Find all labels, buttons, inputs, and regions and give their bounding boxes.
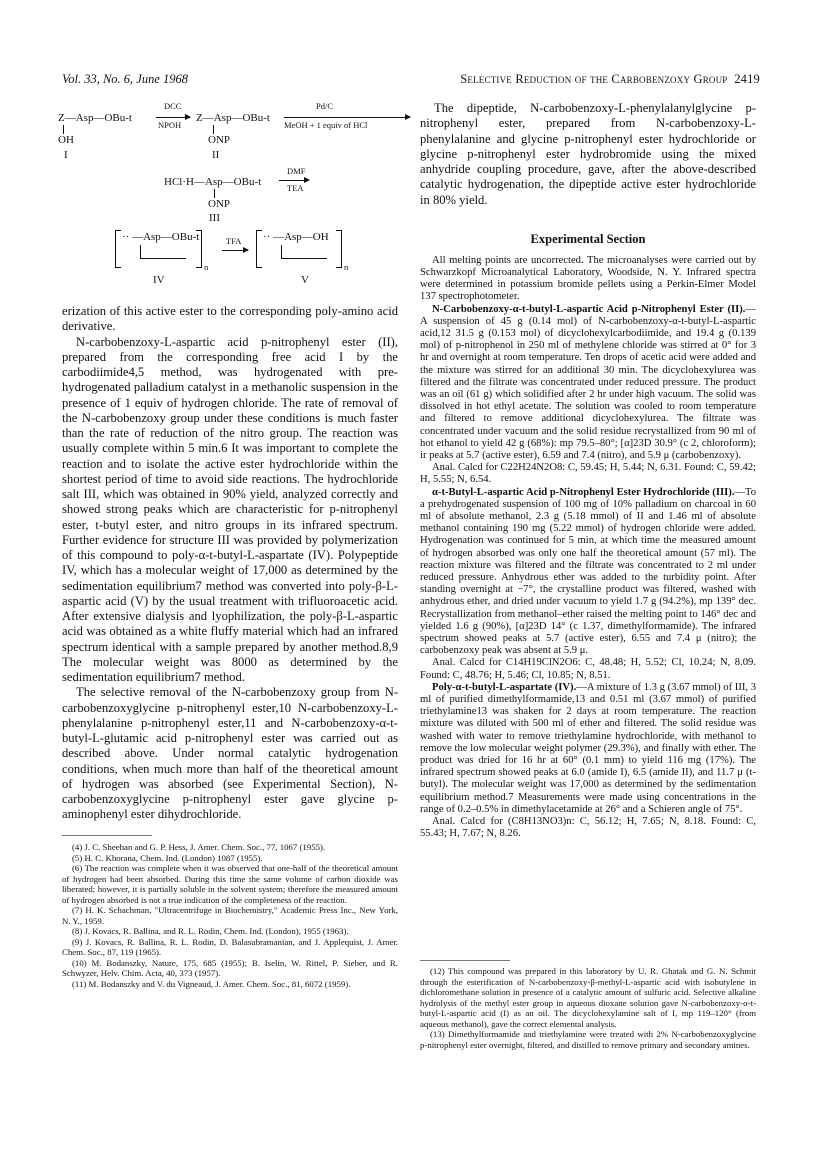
compound-ii-sub: ONP <box>208 134 231 146</box>
exp-intro: All melting points are uncorrected. The microanalyses were carried out by Schwarzkopf Microanalytical Laboratory, Woodside, N. Y. Infrared spectra were determined in potassium bromide pellets using a Perkin-Elmer Model 137 spectrophotometer. <box>420 254 756 303</box>
footnote-6: (6) The reaction was complete when it was observed that one-half of the theoretical amount of hydrogen had been absorbed. During this time the same volume of carbon dioxide was liberated; however, it is partially soluble in the solvent system; therefore the measured amount of hydrogen absorbed is not a true indication of the completeness of the reaction. <box>62 863 398 905</box>
running-title: Selective Reduction of the Carbobenzoxy Group <box>460 72 728 86</box>
subscript-n-iv: n <box>204 262 209 272</box>
compound-iii: HCl·H—Asp—OBu-t <box>164 176 262 188</box>
section-title: Experimental Section <box>530 231 646 246</box>
label-ii: II <box>212 149 220 161</box>
reagent-meoh: MeOH + 1 equiv of HCl <box>284 120 368 130</box>
compound-iii-sub: ONP <box>208 198 231 210</box>
exp-3-heading: Poly-α-t-butyl-L-aspartate (IV). <box>432 681 577 693</box>
left-footnotes <box>62 842 398 989</box>
right-footnotes <box>420 966 756 1050</box>
exp-2-anal: Anal. Calcd for C14H19ClN2O6: C, 48.48; H, 5.52; Cl, 10.24; N, 8.09. Found: C, 48.76; H, 5.46; Cl, 10.85; N, 8.51. <box>420 657 756 681</box>
experimental-section <box>420 255 756 841</box>
footnote-10: (10) M. Bodanszky, Nature, 175, 685 (1955); B. Iselin, W. Rittel, P. Sieber, and R. Schwyzer, Helv. Chim. Acta, 40, 373 (1957). <box>62 957 398 978</box>
footnote-11: (11) M. Bodanszky and V. du Vigneaud, J. Amer. Chem. Soc., 81, 6072 (1959). <box>72 978 351 989</box>
footnote-9: (9) J. Kovacs, R. Ballina, R. L. Rodin, D. Balasubramanian, and J. Applequist, J. Amer. Chem. Soc., 87, 119 (1965). <box>62 936 398 957</box>
compound-i: Z—Asp—OBu-t <box>58 112 132 124</box>
left-paragraph-1: erization of this active ester to the corresponding poly-amino acid derivative. <box>62 304 398 334</box>
footnote-rule-right <box>420 960 510 961</box>
exp-3 <box>420 682 756 816</box>
polymer-iv: ·· —Asp—OBu-t <box>122 231 200 243</box>
exp-1-anal: Anal. Calcd for C22H24N2O8: C, 59.45; H, 5.44; N, 6.31. Found: C, 59.42; H, 5.55; N, 6.54. <box>420 462 756 486</box>
right-column <box>420 101 756 841</box>
exp-1-body: —A suspension of 45 g (0.14 mol) of N-carbobenzoxy-α-t-butyl-L-aspartic acid,12 31.5 g (0.153 mol) of dicyclohexylcarbodiimide, and 19.4 g (0.139 mol) of p-nitrophenol in 250 ml of methylene chloride was stirred at 0° for 3 hr and overnight at room temperature. Ten drops of acetic acid were added and the mixture was stirred for an additional 30 min. The dicyclohexylurea was filtered and the filtrate was concentrated under reduced pressure. The product was an oil (61 g) which solidified after 2 hr under high vacuum. The solid was dissolved in hot ethyl acetate. The solution was cooled to room temperature and filtered to remove additional dicyclohexylurea. The filtrate was concentrated under vacuum and the solid residue recrystallized from 90 ml of hot ethanol to yield 42 g (68%): mp 79.5–80°; [α]23D 30.9° (c 2, chloroform); ir peaks at 5.7 (active ester), 6.59 and 7.4 (nitro), and 5.9 μ (carbobenzoxy). <box>420 303 756 461</box>
reagent-dcc: DCC <box>164 101 182 111</box>
label-iii: III <box>209 212 220 224</box>
compound-ii: Z—Asp—OBu-t <box>196 112 270 124</box>
running-header <box>62 72 760 90</box>
label-v: V <box>301 274 309 286</box>
footnote-7: (7) H. K. Schachman, "Ultracentrifuge in Biochemistry," Academic Press Inc., New York, N. Y., 1959. <box>62 905 398 926</box>
header-right <box>460 72 760 87</box>
compound-i-sub: OH <box>58 134 74 146</box>
exp-1 <box>420 304 756 463</box>
exp-3-body: —A mixture of 1.3 g (3.67 mmol) of III, 3 ml of purified dimethylformamide,13 and 0.51 ml (3.67 mmol) of purified triethylamine13 was shaken for 2 days at room temperature. The reaction mixture was diluted with 500 ml of ether and filtered. The solid residue was washed with water to remove triethylamine hydrochloride, with methanol to remove the low molecular weight polymer (29.3%), and finally with ether. The product was dried for 16 hr at 60° (0.1 mm) to yield 116 mg (17%). The infrared spectrum showed peaks at 6.0 (amide I), 6.5 (amide II), and 11.7 μ (t-butyl). The molecular weight was 17,000 as determined by the sedimentation equilibrium method.7 Measurements were made using concentrations in the range of 0.2–0.5% in dimethylacetamide at 26° and a Schieren angle of 75°. <box>420 681 756 815</box>
exp-3-anal: Anal. Calcd for (C8H13NO3)n: C, 56.12; H, 7.65; N, 8.18. Found: C, 55.43; H, 7.67; N, 8.26. <box>420 816 756 840</box>
footnote-rule-left <box>62 835 152 836</box>
page-number: 2419 <box>734 72 760 86</box>
reagent-pdc: Pd/C <box>316 101 334 111</box>
footnote-4: (4) J. C. Sheehan and G. P. Hess, J. Amer. Chem. Soc., 77, 1067 (1955). <box>72 842 326 852</box>
left-paragraph-2: N-carbobenzoxy-L-aspartic acid p-nitrophenyl ester (II), prepared from the corresponding free acid I by the carbodiimide4,5 method, was hydrogenated with pre-hydrogenated palladium catalyst in a methanolic suspension in the presence of 1 equiv of hydrogen chloride. The rate of removal of the N-carbobenzoxy group under these conditions is much faster than the rate of reduction of the nitro group. The reaction was usually complete within 5 min.6 It was important to complete the reaction and to isolate the active ester hydrochloride within the shortest period of time to avoid side reactions. The hydrochloride salt III, which was obtained in 90% yield, analyzed correctly and showed strong peaks which are characteristic for p-nitrophenyl ester, t-butyl ester, and nitro groups in its infrared spectrum. Further evidence for structure III was provided by polymerization of this compound to poly-α-t-butyl-L-aspartate (IV). Polypeptide IV, which has a molecular weight of 17,000 as determined by the sedimentation equilibrium7 method was converted into poly-β-L-aspartic acid (V) by the usual treatment with trifluoroacetic acid. After extensive dialysis and lyophilization, the poly-β-L-aspartic acid was obtained as a white fluffy material which had an infrared spectrum identical with a sample prepared by another method.8,9 The molecular weight was 8000 as determined by the sedimentation equilibrium7 method. <box>62 334 398 684</box>
left-paragraph-3: The selective removal of the N-carbobenzoxy group from N-carbobenzoxyglycine p-nitrophenyl ester,10 N-carbobenzoxy-L-phenylalanine p-nitrophenyl ester,11 and N-carbobenzoxy-α-t-butyl-L-glutamic acid p-nitrophenyl ester was carried out as described above. Under normal catalytic hydrogenation conditions, when much more than half of the theoretical amount of hydrogen was absorbed (see Experimental Section), N-carbobenzoxyglycine p-nitrophenyl ester gave glycine p-aminophenyl ester dihydrochloride. <box>62 685 398 822</box>
exp-2-body: —To a prehydrogenated suspension of 100 mg of 10% palladium on charcoal in 60 ml of absolute methanol, 2.3 g (5.18 mmol) of II and 1.46 ml of absolute methanol containing 190 mg (5.22 mmol) of hydrogen chloride were added. Hydrogenation was continued for 5 min, at which time the measured amount of hydrogen absorbed was only one half the theoretical amount (57 ml). The reaction mixture was filtered and the filtrate was concentrated to 2 ml under reduced pressure. Anhydrous ether was added to the turbidity point. After standing overnight at −7°, the crystalline product was filtered, washed with anhydrous ether, and dried under vacuum to yield 1.7 g (94.2%), mp 139° dec. Recrystallization from methanol–ether raised the melting point to 146° dec and yielded 1.6 g (90%), [α]23D 14° (c 1.37, dimethylformamide). The infrared spectrum showed peaks at 5.7 (active ester), 6.55 and 7.4 μ (nitro); the carbobenzoxy peak was absent at 5.9 μ. <box>420 486 756 657</box>
exp-1-heading: N-Carbobenzoxy-α-t-butyl-L-aspartic Acid p-Nitrophenyl Ester (II). <box>432 303 746 315</box>
exp-2-heading: α-t-Butyl-L-aspartic Acid p-Nitrophenyl Ester Hydrochloride (III). <box>432 486 735 498</box>
reaction-scheme <box>58 98 418 303</box>
reagent-tfa: TFA <box>226 236 242 246</box>
label-iv: IV <box>153 274 165 286</box>
subscript-n-v: n <box>344 262 349 272</box>
dipeptide-paragraph: The dipeptide, N-carbobenzoxy-L-phenylalanylglycine p-nitrophenyl ester, prepared from N-carbobenzoxy-L-phenylalanine and glycine p-nitrophenyl ester hydrochloride or glycine p-nitrophenyl ester hydrobromide using the mixed anhydride coupling procedure, gave, after the above-described catalytic hydrogenation, the dipeptide active ester hydrochloride in 80% yield. <box>420 101 756 207</box>
left-column <box>62 304 398 823</box>
reagent-npoh: NPOH <box>158 120 182 130</box>
reagent-tea: TEA <box>287 183 304 193</box>
footnote-12: (12) This compound was prepared in this laboratory by U. R. Ghatak and G. N. Schmit through the esterification of N-carbobenzoxy-β-methyl-L-aspartic acid with isobutylene in dichloromethane solution in presence of a catalytic amount of sulfuric acid. Selective alkaline hydrolysis of the methyl ester group in aqueous dioxane solution gave N-carbobenzoxy-α-t-butyl-L-aspartic acid (I) as an oil. The dicyclohexylamine salt of I, mp 119–120° (from aqueous methanol), gave the correct elemental analysis. <box>420 966 756 1029</box>
footnote-13: (13) Dimethylformamide and triethylamine were treated with 2% N-carbobenzoxyglycine p-nitrophenyl ester overnight, filtered, and distilled to remove primary and secondary amines. <box>420 1029 756 1050</box>
reagent-dmf: DMF <box>287 166 306 176</box>
journal-volume: Vol. 33, No. 6, June 1968 <box>62 72 189 86</box>
footnote-8: (8) J. Kovacs, R. Ballina, and R. L. Rodin, Chem. Ind. (London), 1955 (1963). <box>72 926 349 936</box>
polymer-v: ·· —Asp—OH <box>263 231 329 243</box>
right-intro <box>420 101 756 208</box>
exp-2 <box>420 487 756 658</box>
label-i: I <box>64 149 68 161</box>
footnote-5: (5) H. C. Khorana, Chem. Ind. (London) 1087 (1955). <box>72 852 263 863</box>
